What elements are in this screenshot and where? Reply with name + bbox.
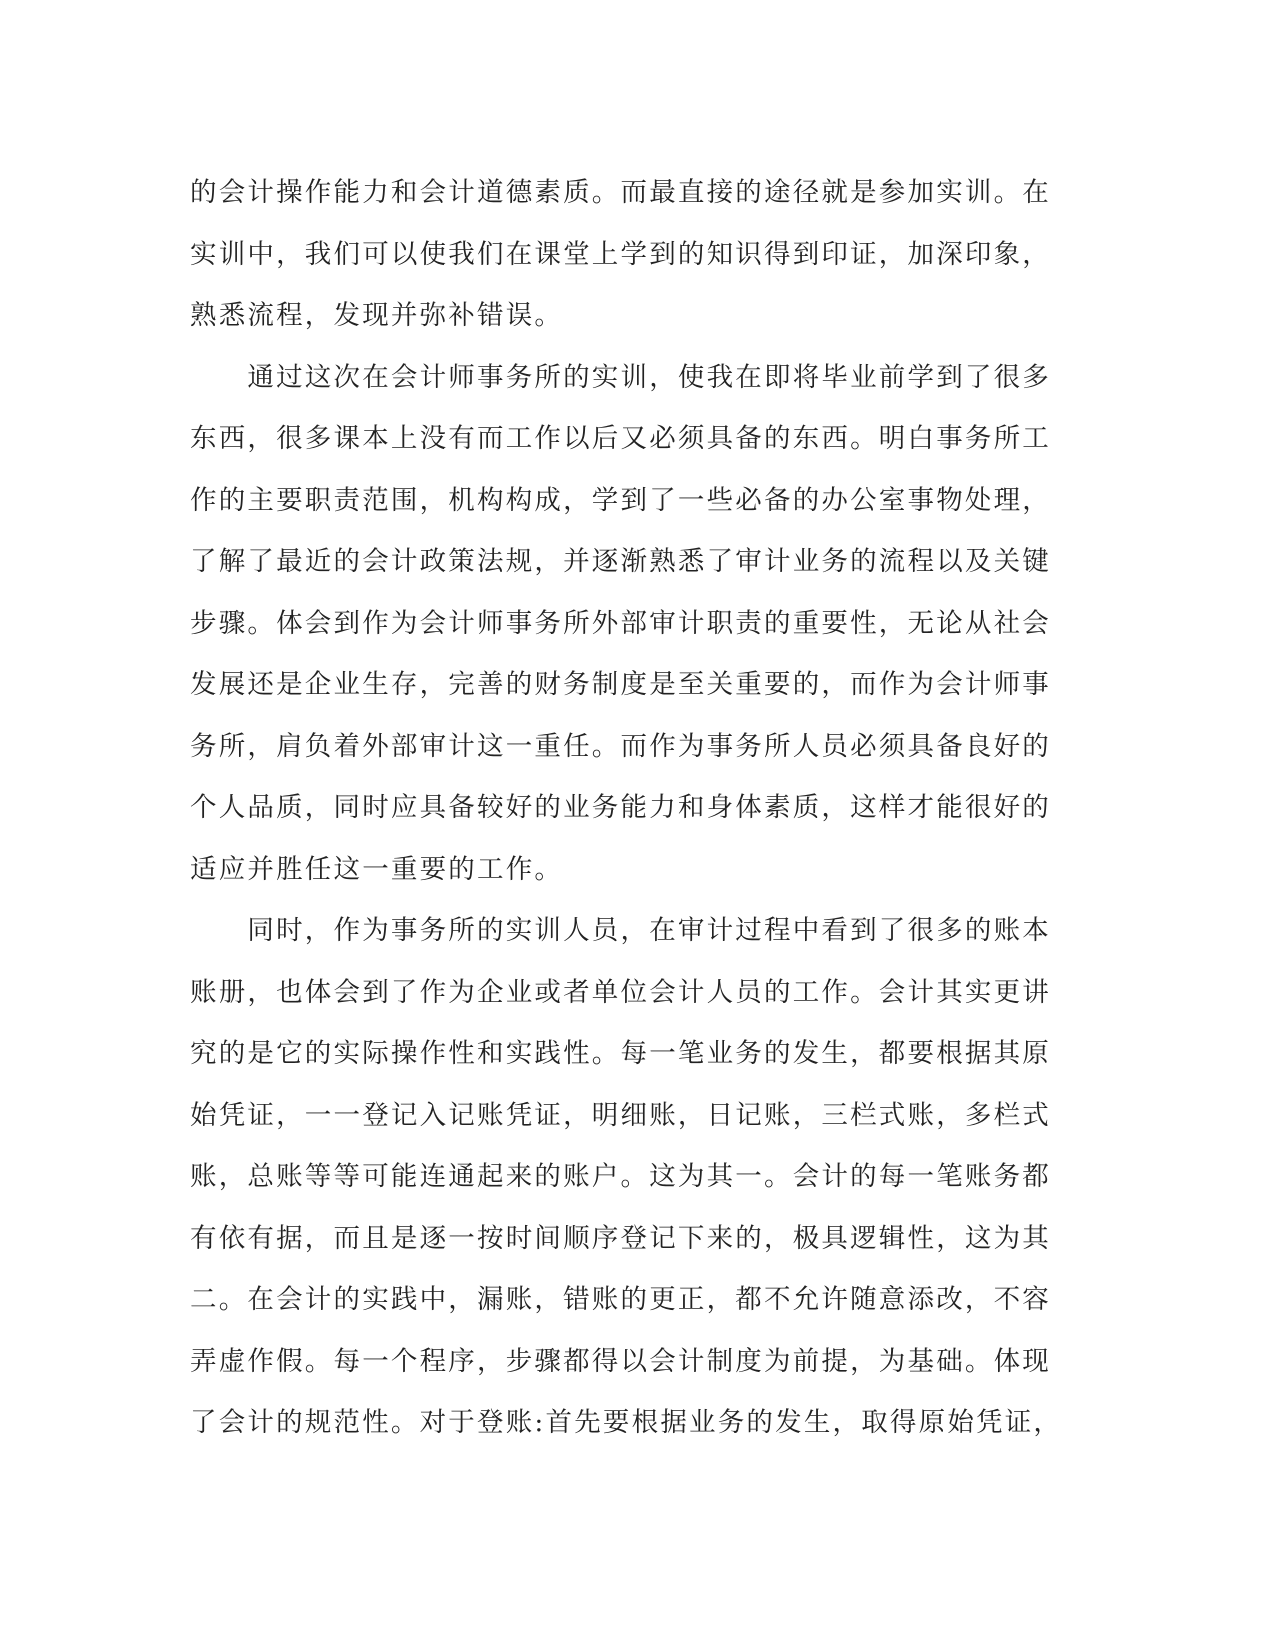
text-line: 作的主要职责范围，机构构成，学到了一些必备的办公室事物处理， bbox=[190, 484, 1051, 516]
text-line: 弄虚作假。每一个程序，步骤都得以会计制度为前提，为基础。体现 bbox=[190, 1345, 1051, 1377]
text-line: 的会计操作能力和会计道德素质。而最直接的途径就是参加实训。在 bbox=[190, 177, 1051, 208]
text-line: 同时，作为事务所的实训人员，在审计过程中看到了很多的账本 bbox=[190, 915, 1051, 946]
text-line: 务所，肩负着外部审计这一重任。而作为事务所人员必须具备良好的 bbox=[190, 730, 1051, 762]
body-text bbox=[190, 162, 1080, 1454]
text-line: 究的是它的实际操作性和实践性。每一笔业务的发生，都要根据其原 bbox=[190, 1038, 1051, 1069]
text-line: 二。在会计的实践中，漏账，错账的更正，都不允许随意添改，不容 bbox=[190, 1284, 1051, 1315]
text-line: 通过这次在会计师事务所的实训，使我在即将毕业前学到了很多 bbox=[190, 361, 1051, 393]
text-line: 发展还是企业生存，完善的财务制度是至关重要的，而作为会计师事 bbox=[190, 669, 1051, 700]
text-line: 实训中，我们可以使我们在课堂上学到的知识得到印证，加深印象， bbox=[190, 238, 1051, 270]
text-line: 账册，也体会到了作为企业或者单位会计人员的工作。会计其实更讲 bbox=[190, 976, 1051, 1008]
text-line: 个人品质，同时应具备较好的业务能力和身体素质，这样才能很好的 bbox=[190, 792, 1051, 823]
text-line: 有依有据，而且是逐一按时间顺序登记下来的，极具逻辑性，这为其 bbox=[190, 1222, 1051, 1254]
text-line: 始凭证，一一登记入记账凭证，明细账，日记账，三栏式账，多栏式 bbox=[190, 1099, 1051, 1131]
text-line: 账，总账等等可能连通起来的账户。这为其一。会计的每一笔账务都 bbox=[190, 1161, 1051, 1192]
text-line: 东西，很多课本上没有而工作以后又必须具备的东西。明白事务所工 bbox=[190, 423, 1051, 454]
text-line: 步骤。体会到作为会计师事务所外部审计职责的重要性，无论从社会 bbox=[190, 607, 1051, 639]
text-line: 了会计的规范性。对于登账:首先要根据业务的发生，取得原始凭证， bbox=[190, 1407, 1063, 1438]
text-line: 熟悉流程，发现并弥补错误。 bbox=[190, 300, 564, 331]
text-line: 了解了最近的会计政策法规，并逐渐熟悉了审计业务的流程以及关键 bbox=[190, 546, 1051, 577]
text-line: 适应并胜任这一重要的工作。 bbox=[190, 853, 564, 885]
